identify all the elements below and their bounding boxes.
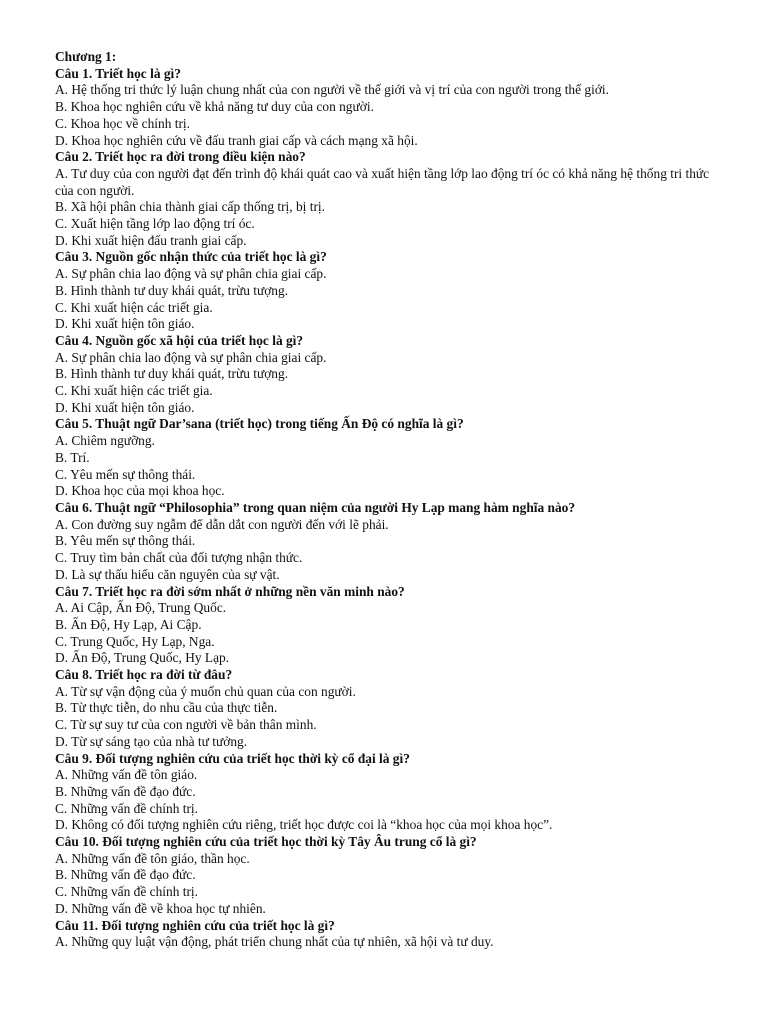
answer-option: B. Xã hội phân chia thành giai cấp thống trị, bị trị. <box>55 199 325 215</box>
question-block <box>55 751 728 835</box>
question-title: Câu 10. Đối tượng nghiên cứu của triết học thời kỳ Tây Âu trung cổ là gì? <box>55 834 477 850</box>
answer-option: C. Khoa học về chính trị. <box>55 115 190 131</box>
answer-option: A. Hệ thống tri thức lý luận chung nhất của con người về thế giới và vị trí của con người trong thế giới. <box>55 82 609 98</box>
answer-option: C. Trung Quốc, Hy Lạp, Nga. <box>55 633 215 649</box>
answer-option: A. Sự phân chia lao động và sự phân chia giai cấp. <box>55 349 327 365</box>
question-block <box>55 416 728 500</box>
answer-option: C. Khi xuất hiện các triết gia. <box>55 383 213 399</box>
question-title: Câu 3. Nguồn gốc nhận thức của triết học là gì? <box>55 249 327 265</box>
question-block <box>55 149 728 249</box>
answer-option: D. Không có đối tượng nghiên cứu riêng, triết học được coi là “khoa học của mọi khoa học”. <box>55 817 553 833</box>
answer-option: B. Khoa học nghiên cứu về khả năng tư duy của con người. <box>55 99 374 115</box>
answer-option: A. Những vấn đề tôn giáo. <box>55 767 198 783</box>
question-title: Câu 1. Triết học là gì? <box>55 65 181 81</box>
answer-option: B. Những vấn đề đạo đức. <box>55 867 196 883</box>
answer-option: A. Con đường suy ngẫm để dẫn dắt con người đến với lẽ phải. <box>55 516 389 532</box>
answer-option: D. Khi xuất hiện đấu tranh giai cấp. <box>55 232 247 248</box>
chapter-heading: Chương 1: <box>55 49 117 64</box>
answer-option: C. Khi xuất hiện các triết gia. <box>55 299 213 315</box>
question-title: Câu 9. Đối tượng nghiên cứu của triết học thời kỳ cổ đại là gì? <box>55 750 410 766</box>
question-title: Câu 4. Nguồn gốc xã hội của triết học là gì? <box>55 332 304 348</box>
question-block <box>55 834 728 918</box>
answer-option: D. Khoa học của mọi khoa học. <box>55 483 225 499</box>
answer-option: B. Ấn Độ, Hy Lạp, Ai Cập. <box>55 616 202 632</box>
answer-option: D. Khoa học nghiên cứu về đấu tranh giai cấp và cách mạng xã hội. <box>55 132 418 148</box>
answer-option: B. Yêu mến sự thông thái. <box>55 533 196 549</box>
answer-option: D. Ấn Độ, Trung Quốc, Hy Lạp. <box>55 650 230 666</box>
answer-option: C. Truy tìm bản chất của đối tượng nhận thức. <box>55 550 303 566</box>
question-block <box>55 667 728 751</box>
question-title: Câu 7. Triết học ra đời sớm nhất ở những nền văn minh nào? <box>55 583 405 599</box>
answer-option: B. Trí. <box>55 449 90 465</box>
answer-option: C. Từ sự suy tư của con người về bản thân mình. <box>55 717 317 733</box>
answer-option: A. Sự phân chia lao động và sự phân chia giai cấp. <box>55 266 327 282</box>
answer-option: C. Những vấn đề chính trị. <box>55 800 199 816</box>
answer-option: D. Khi xuất hiện tôn giáo. <box>55 316 195 332</box>
answer-option: D. Khi xuất hiện tôn giáo. <box>55 399 195 415</box>
answer-option: A. Những quy luật vận động, phát triển chung nhất của tự nhiên, xã hội và tư duy. <box>55 934 494 950</box>
question-block <box>55 918 728 951</box>
answer-option: B. Hình thành tư duy khái quát, trừu tượng. <box>55 282 289 298</box>
answer-option: D. Những vấn đề về khoa học tự nhiên. <box>55 900 266 916</box>
question-title: Câu 11. Đối tượng nghiên cứu của triết học là gì? <box>55 917 335 933</box>
question-list <box>55 66 728 951</box>
question-title: Câu 5. Thuật ngữ Dar’sana (triết học) trong tiếng Ấn Độ có nghĩa là gì? <box>55 416 464 432</box>
answer-option: A. Ai Cập, Ấn Độ, Trung Quốc. <box>55 600 227 616</box>
question-block <box>55 249 728 333</box>
answer-option: B. Những vấn đề đạo đức. <box>55 783 196 799</box>
question-block <box>55 333 728 417</box>
question-title: Câu 6. Thuật ngữ “Philosophia” trong quan niệm của người Hy Lạp mang hàm nghĩa nào? <box>55 499 576 515</box>
answer-option: D. Từ sự sáng tạo của nhà tư tưởng. <box>55 733 248 749</box>
answer-option: B. Hình thành tư duy khái quát, trừu tượng. <box>55 366 289 382</box>
question-title: Câu 2. Triết học ra đời trong điều kiện nào? <box>55 149 306 165</box>
answer-option: A. Tư duy của con người đạt đến trình độ khái quát cao và xuất hiện tầng lớp lao động trí óc có khả năng hệ thống tri thức của con người. <box>55 165 710 198</box>
answer-option: A. Chiêm ngưỡng. <box>55 433 155 449</box>
answer-option: C. Yêu mến sự thông thái. <box>55 466 196 482</box>
answer-option: A. Từ sự vận động của ý muốn chủ quan của con người. <box>55 683 356 699</box>
question-block <box>55 500 728 584</box>
answer-option: B. Từ thực tiễn, do nhu cầu của thực tiễn. <box>55 700 278 716</box>
answer-option: C. Xuất hiện tầng lớp lao động trí óc. <box>55 216 255 232</box>
question-title: Câu 8. Triết học ra đời từ đâu? <box>55 667 233 683</box>
question-block <box>55 66 728 150</box>
question-block <box>55 584 728 668</box>
answer-option: A. Những vấn đề tôn giáo, thần học. <box>55 850 250 866</box>
answer-option: D. Là sự thấu hiểu căn nguyên của sự vật. <box>55 566 280 582</box>
answer-option: C. Những vấn đề chính trị. <box>55 884 199 900</box>
